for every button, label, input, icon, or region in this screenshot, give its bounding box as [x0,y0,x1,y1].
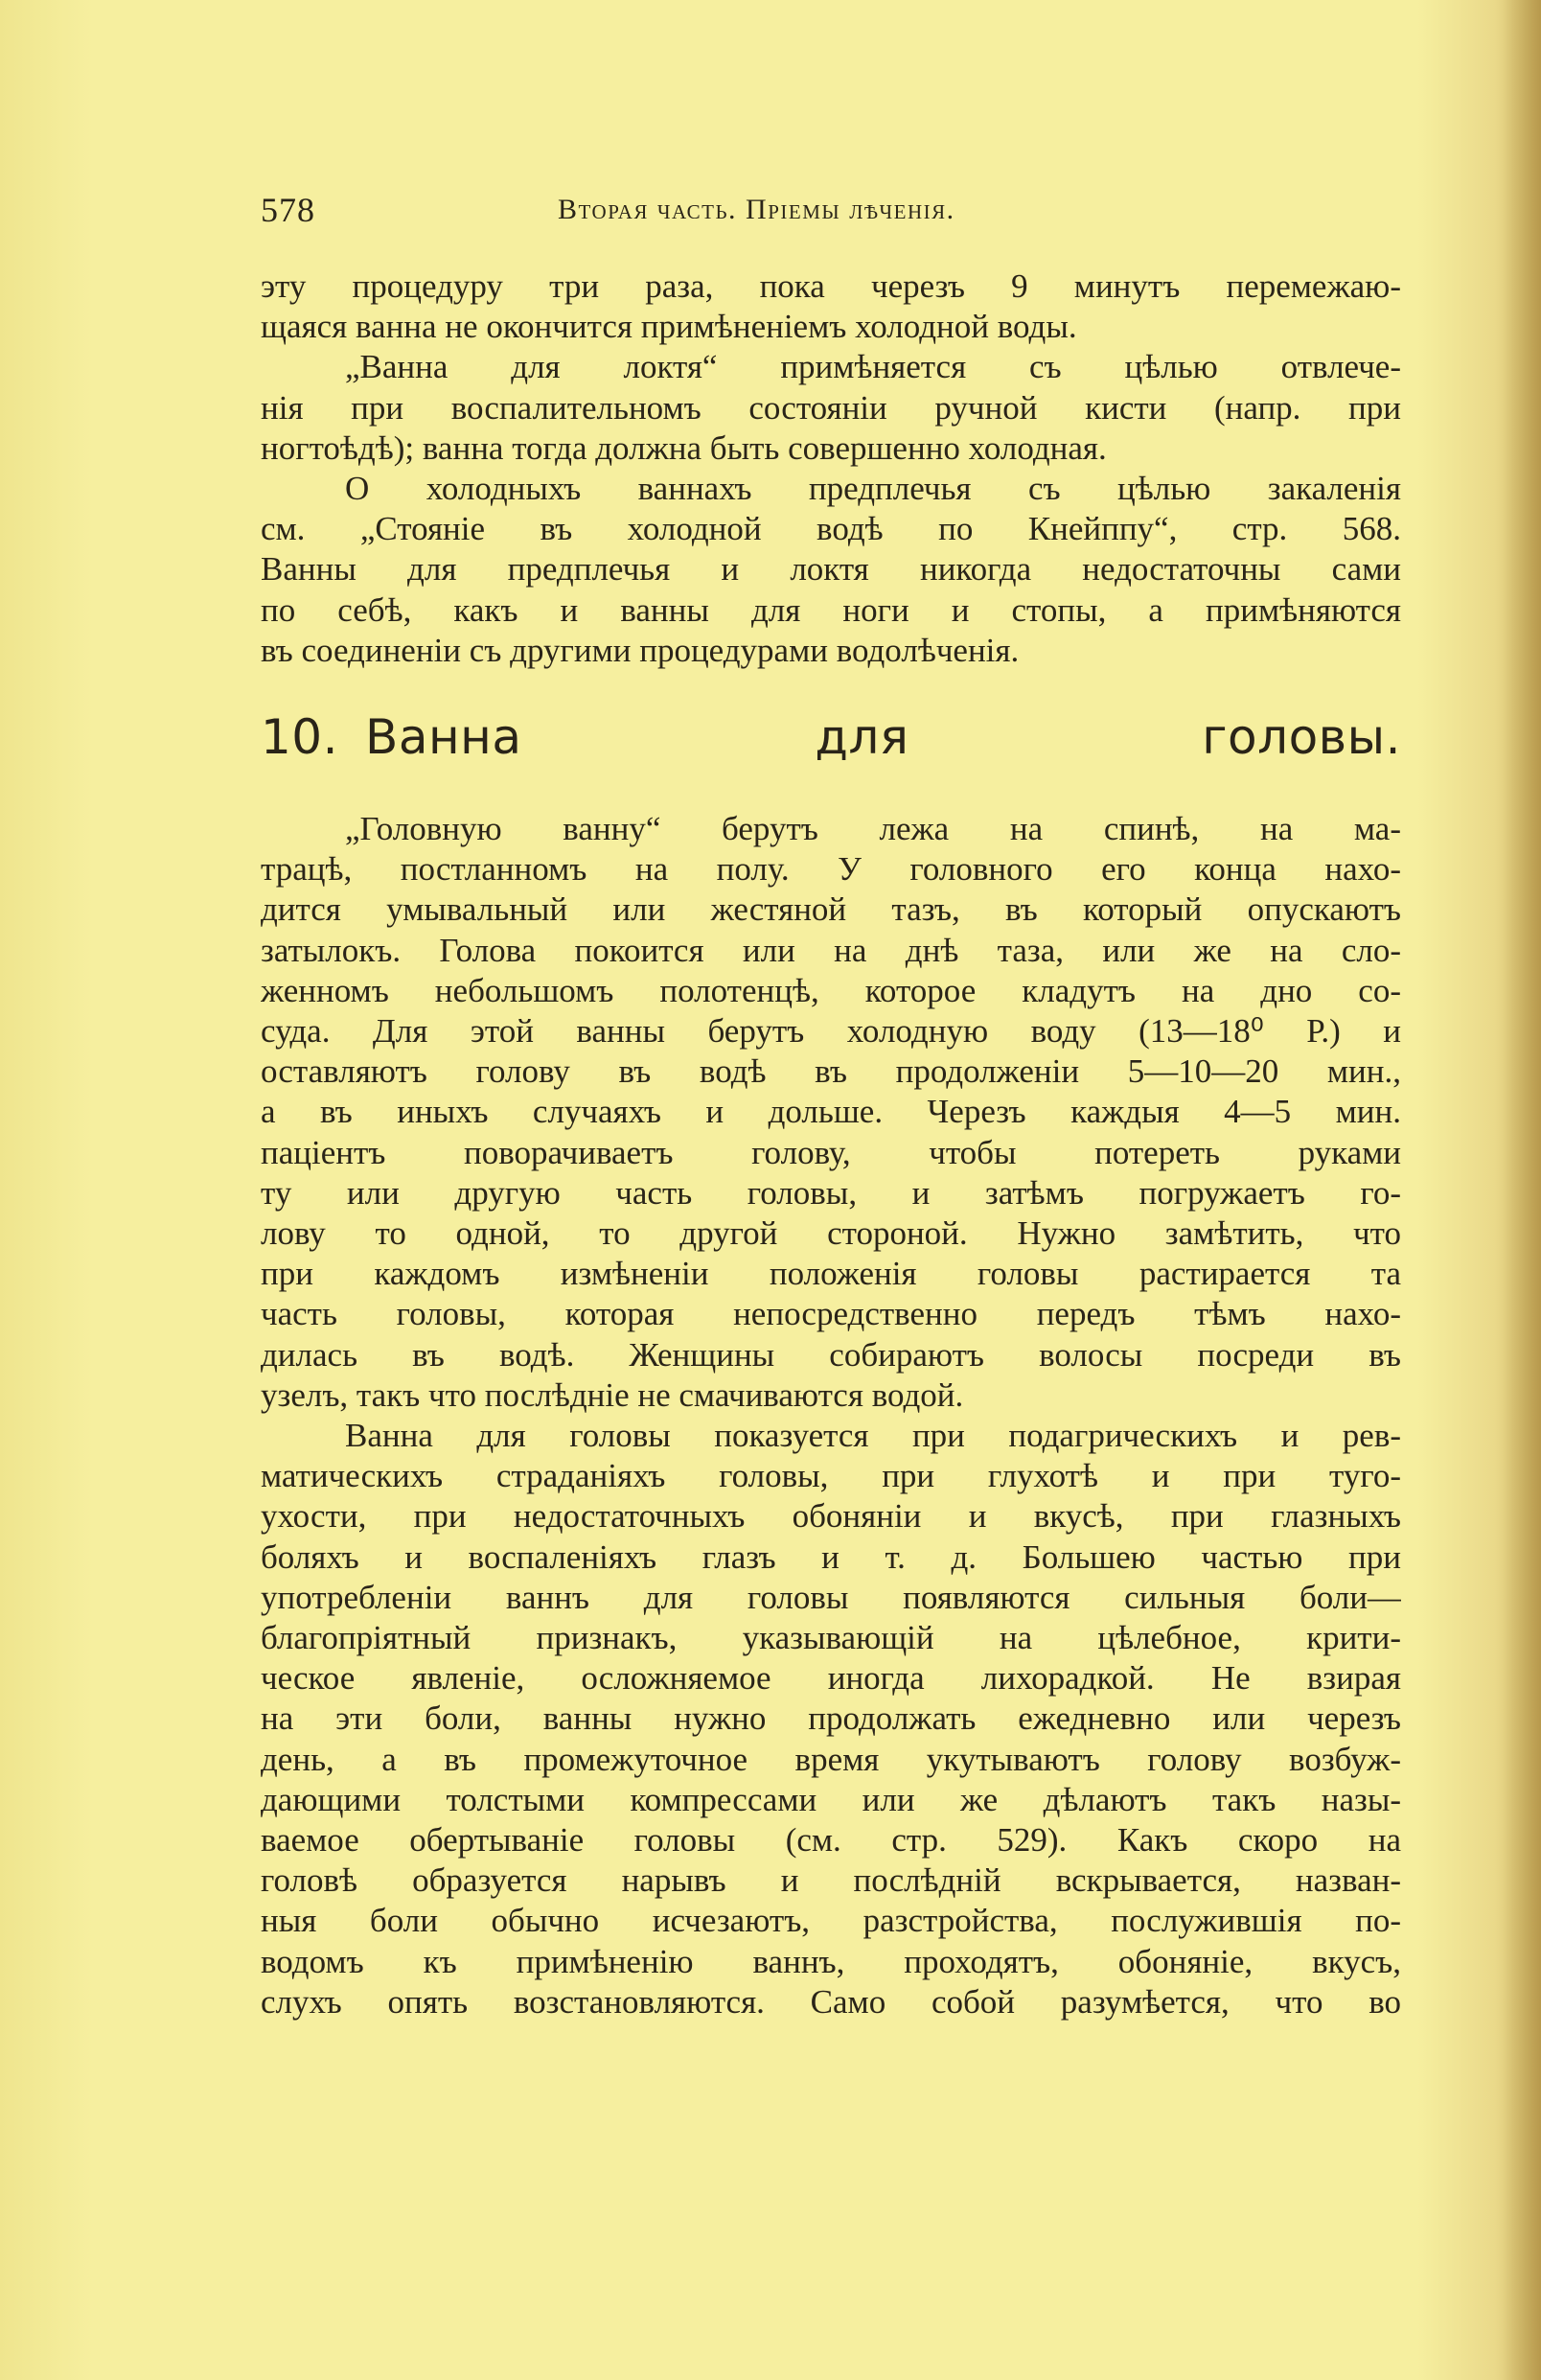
text-line: узелъ, такъ что послѣдніе не смачиваются водой. [261,1375,964,1414]
text-line: въ соединеніи съ другими процедурами водолѣченія. [261,631,1020,669]
text-line: щаяся ванна не окончится примѣненіемъ холодной воды. [261,308,1077,346]
text-line: „Ванна для локтя“ примѣняется съ цѣлью отвлече- [345,348,1401,386]
text-line: оставляютъ голову въ водѣ въ продолженіи 5—10—20 мин., [261,1052,1401,1091]
text-line: дилась въ водѣ. Женщины собираютъ волосы посреди въ [261,1335,1401,1374]
section-number: 10. [261,709,339,765]
page-edge-shadow [1503,0,1541,2380]
text-line: „Головную ванну“ берутъ лежа на спинѣ, на ма- [345,810,1401,847]
text-line: ваемое обертываніе головы (см. стр. 529). Какъ скоро на [261,1821,1401,1860]
text-line: затылокъ. Голова покоится или на днѣ таза, или же на сло- [261,931,1401,969]
text-line: дающими толстыми компрессами или же дѣлаютъ такъ назы- [261,1780,1401,1818]
text-line: трацѣ, постланномъ на полу. У головного его конца нахо- [261,850,1401,889]
paragraphs-block-1 [261,266,1401,765]
text-line: употребленіи ваннъ для головы появляются сильныя боли— [261,1578,1401,1616]
section-heading [261,709,1401,765]
text-line: О холодныхъ ваннахъ предплечья съ цѣлью закаленія [345,470,1401,508]
text-line: боляхъ и воспаленіяхъ глазъ и т. д. Большею частью при [261,1537,1401,1576]
text-line: матическихъ страданіяхъ головы, при глухотѣ и при туго- [261,1457,1401,1495]
text-line: на эти боли, ванны нужно продолжать ежедневно или черезъ [261,1699,1401,1738]
text-line: эту процедуру три раза, пока черезъ 9 минутъ перемежаю- [261,267,1401,305]
text-line: нія при воспалительномъ состояніи ручной кисти (напр. при [261,388,1401,427]
text-line: женномъ небольшомъ полотенцѣ, которое кладутъ на дно со- [261,971,1401,1009]
text-line: головѣ образуется нарывъ и послѣдній вскрывается, назван- [261,1861,1401,1900]
text-line: ухости, при недостаточныхъ обоняніи и вкусѣ, при глазныхъ [261,1497,1401,1536]
paragraphs-block-2 [261,809,1401,2022]
text-line: по себѣ, какъ и ванны для ноги и стопы, а примѣняются [261,590,1401,629]
text-line: ческое явленіе, осложняемое иногда лихорадкой. Не взирая [261,1659,1401,1698]
text-line: ныя боли обычно исчезаютъ, разстройства, послужившія по- [261,1902,1401,1940]
text-line: водомъ къ примѣненію ваннъ, проходятъ, обоняніе, вкусъ, [261,1942,1401,1980]
page-header [261,190,1401,238]
text-line: ногтоѣдѣ); ванна тогда должна быть совершенно холодная. [261,428,1107,467]
text-line: а въ иныхъ случаяхъ и дольше. Черезъ каждыя 4—5 мин. [261,1093,1401,1131]
text-line: часть головы, которая непосредственно передъ тѣмъ нахо- [261,1295,1401,1333]
text-line: Ванна для головы показуется при подагрическихъ и рев- [345,1417,1401,1455]
text-line: ту или другую часть головы, и затѣмъ погружаетъ го- [261,1173,1401,1212]
text-line: при каждомъ измѣненіи положенія головы растирается та [261,1255,1401,1293]
page-number: 578 [261,191,315,229]
text-line: лову то одной, то другой стороной. Нужно замѣтить, что [261,1214,1401,1253]
text-line: благопріятный признакъ, указывающій на цѣлебное, крити- [261,1619,1401,1657]
section-title: Ванна для головы. [365,709,1401,765]
text-line: дится умывальный или жестяной тазъ, въ который опускаютъ [261,890,1401,929]
text-line: день, а въ промежуточное время укутываютъ голову возбуж- [261,1740,1401,1778]
running-head: Вторая часть. Пріемы лѣченія. [558,194,955,225]
text-line: слухъ опять возстановляются. Само собой разумѣется, что во [261,1982,1401,2021]
text-line: суда. Для этой ванны берутъ холодную воду (13—18⁰ Р.) и [261,1012,1401,1051]
text-line: см. „Стояніе въ холодной водѣ по Кнейппу“, стр. 568. [261,510,1401,548]
text-line: паціентъ поворачиваетъ голову, чтобы потереть руками [261,1133,1401,1171]
text-line: Ванны для предплечья и локтя никогда недостаточны сами [261,550,1401,589]
